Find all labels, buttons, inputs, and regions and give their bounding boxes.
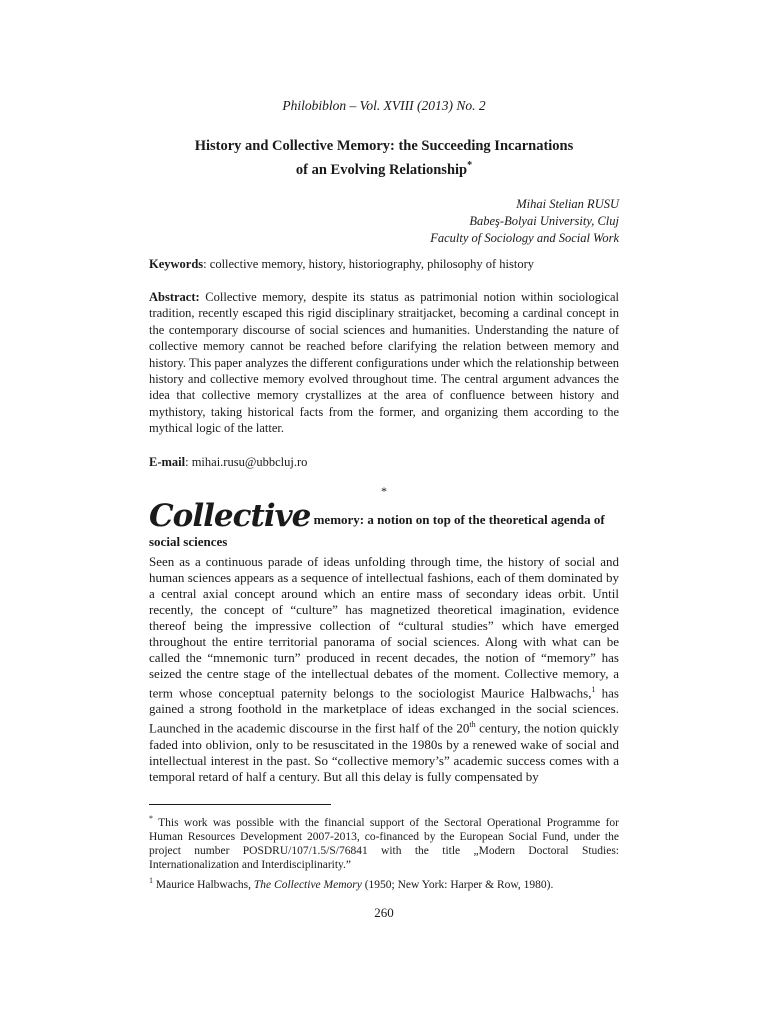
author-block (430, 196, 619, 247)
body-text-1: Seen as a continuous parade of ideas unfolding through time, the history of social and human sciences appears as a sequence of intellectual fashions, each of them dominated by a central axial concept around which an entire mass of secondary ideas orbit. Until recently, the concept of “culture” has magnetized theoretical imagination, evidence thereof being the impressive collection of “cultural studies” which have emerged throughout the entire territorial panorama of social sciences. Along with what can be called the “mnemonic turn” produced in recent decades, the notion of “memory” has seized the centre stage of the intellectual debates of the moment. Collective memory, a term whose conceptual paternity belongs to the sociologist Maurice Halbwachs, (149, 554, 619, 701)
footnote-1-mark: * (149, 814, 153, 823)
body-text-2: has gained a strong foothold in the marketplace of ideas exchanged in the social sciences. Launched in the academic discourse in the first half of the 20 (149, 685, 619, 736)
email-text: : mihai.rusu@ubbcluj.ro (185, 455, 308, 469)
section-dropword: Collective (149, 498, 311, 534)
body-text-3: century, the notion quickly faded into oblivion, only to be resuscitated in the 1980s by a renewed wake of social and intellectual interest in the past. So “collective memory’s” academic success comes with a temporal retard of half a century. But all this delay is fully compensated by (149, 720, 619, 784)
abstract-label: Abstract: (149, 290, 200, 304)
title-line-2: of an Evolving Relationship (295, 161, 468, 178)
email-label: E-mail (149, 455, 186, 469)
footnote-2-mark: 1 (149, 876, 153, 885)
section-separator: * (381, 484, 387, 498)
title-line-1: History and Collective Memory: the Succeeding Incarnations (194, 138, 574, 154)
footnote-1-text: This work was possible with the financial support of the Sectoral Operational Programme for Human Resources Development 2007-2013, co-financed by the European Social Fund, under the project number POSDRU/107/1.5/S/76841 with the title „Modern Doctoral Studies: Internationalization and Interdisciplinarity.” (149, 816, 619, 872)
footnote-ref-1: 1 (591, 685, 596, 694)
author-name: Mihai Stelian RUSU (516, 197, 619, 211)
abstract-paragraph (149, 289, 619, 437)
ordinal-suffix: th (469, 720, 476, 730)
footnote-2-after: (1950; New York: Harper & Row, 1980). (361, 878, 554, 891)
footnote-divider (149, 804, 331, 805)
article-title (149, 136, 619, 180)
email-line (149, 455, 619, 470)
section-heading (149, 498, 619, 553)
author-university: Babeş-Bolyai University, Cluj (469, 214, 619, 228)
author-faculty: Faculty of Sociology and Social Work (430, 231, 619, 245)
body-paragraph (149, 554, 619, 785)
journal-header: Philobiblon – Vol. XVIII (2013) No. 2 (282, 98, 486, 113)
footnote-2-title: The Collective Memory (253, 878, 362, 891)
section-heading-text: memory: a notion on top of the theoretical agenda of social sciences (149, 512, 605, 549)
abstract-text: Collective memory, despite its status as patrimonial notion within sociological tradition, recently escaped this rigid disciplinary straitjacket, becoming a cardinal concept in the contemporary discourse of social sciences and humanities. Understanding the nature of collective memory cannot be reached before clarifying the relation between memory and history. This paper analyzes the different configurations under which the relationship between history and collective memory evolved throughout time. The central argument advances the idea that collective memory crystallizes at the area of confluence between history and mythistory, taking historical facts from the former, and organizing them according to the mythical logic of the latter. (149, 290, 619, 436)
footnote-2-before: Maurice Halbwachs, (153, 878, 254, 891)
keywords-text: : collective memory, history, historiography, philosophy of history (203, 257, 535, 271)
keywords-label: Keywords (149, 257, 204, 271)
footnote-2 (149, 874, 619, 892)
page-number: 260 (374, 905, 394, 920)
keywords-line (149, 257, 619, 272)
title-footnote-mark: * (467, 160, 473, 171)
footnote-1 (149, 812, 619, 873)
